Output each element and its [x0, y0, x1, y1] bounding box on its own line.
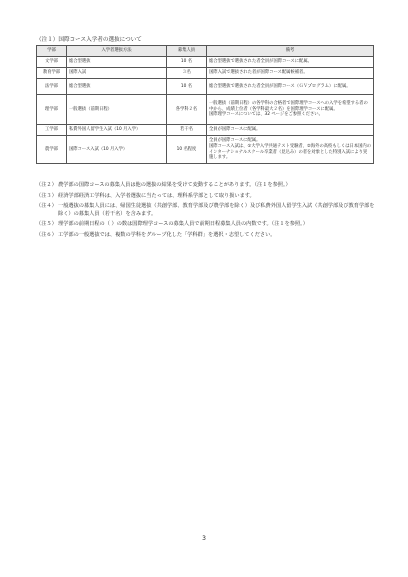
footnote-text: 工学部の一般選抜では、複数の学科をグループ化した「学科群」を選択・志望してください。 [58, 231, 276, 238]
cell-remarks [207, 136, 374, 164]
footnote-text: 経済学部経済工学科は、入学者選抜に当たっては、理科系学部として取り扱います。 [58, 192, 255, 199]
header-capacity: 募集人員 [167, 46, 207, 57]
cell-capacity: 10 名 [167, 57, 207, 68]
cell-capacity: 若干名 [167, 125, 207, 136]
footnote [36, 232, 376, 239]
cell-remarks [207, 68, 374, 79]
table-row [37, 79, 374, 95]
footnote [36, 193, 376, 200]
cell-dept: 文学部 [37, 57, 67, 68]
cell-method: 私費外国人留学生入試（10 月入学） [67, 125, 167, 136]
table-row [37, 95, 374, 125]
footnote-label: （注５） [36, 221, 57, 228]
footnote-text: 理学部の前期日程の（ ）の数は国際理学コースの募集人員で前期日程募集人員の内数です。（注１を参照。） [58, 221, 308, 228]
footnote-label: （注３） [36, 192, 57, 199]
table-row [37, 57, 374, 68]
header-method: 入学者選抜方法 [67, 46, 167, 57]
cell-capacity: 10 名程度 [167, 136, 207, 164]
footnotes [36, 182, 376, 243]
table-row [37, 68, 374, 79]
cell-method: 一般選抜（前期日程） [67, 95, 167, 125]
cell-remarks [207, 57, 374, 68]
footnote-label: （注２） [36, 182, 57, 188]
footnote-label: （注６） [36, 231, 57, 238]
cell-dept: 教育学部 [37, 68, 67, 79]
cell-capacity: 各学科２名 [167, 95, 207, 125]
footnote [36, 203, 376, 218]
cell-dept: 農学部 [37, 136, 67, 164]
table-row [37, 136, 374, 164]
header-dept: 学部 [37, 46, 67, 57]
remark-line: 総合型選抜で選抜された者全員が国際コースに配属。 [209, 59, 312, 65]
note-title: （注１）国際コース入学者の選抜について [36, 37, 142, 43]
table-row [37, 125, 374, 136]
remark-line: 一般選抜（前期日程）の各学科の合格者で国際理学コースへの入学を希望する者の中から、成績上位者（各学科最大２名）を国際理学コースに配属。 [209, 100, 368, 112]
header-remarks: 備考 [207, 46, 374, 57]
cell-dept: 法学部 [37, 79, 67, 95]
footnote-label: （注４） [36, 203, 57, 210]
cell-capacity: ３名 [167, 68, 207, 79]
remark-line: 全員が国際コースに配属。 [209, 137, 261, 143]
cell-capacity: 10 名 [167, 79, 207, 95]
footnote [36, 182, 376, 189]
remark-line: 国際入試で選抜された者が国際コース配属候補者。 [209, 70, 308, 76]
admission-table [36, 45, 374, 164]
cell-dept: 理学部 [37, 95, 67, 125]
cell-method: 総合型選抜 [67, 57, 167, 68]
footnote-text: 農学部の国際コースの募集人員は他の選抜の結果を受けて変動することがあります。（注１を参照。） [58, 182, 291, 188]
cell-method: 国際コース入試（10 月入学） [67, 136, 167, 164]
cell-remarks [207, 95, 374, 125]
page-number: 3 [202, 535, 206, 542]
cell-remarks [207, 125, 374, 136]
footnote [36, 221, 376, 228]
table-header-row [37, 46, 374, 57]
cell-method: 総合型選抜 [67, 79, 167, 95]
cell-method: 国際入試 [67, 68, 167, 79]
cell-remarks [207, 79, 374, 95]
cell-dept: 工学部 [37, 125, 67, 136]
remark-line: 総合型選抜で選抜された者全員が国際コース（ＧＶプログラム）に配属。 [209, 83, 351, 89]
remark-line: 全員が国際コースに配属。 [209, 127, 261, 133]
remark-line: 国際コース入試は、①大学入学共通テスト受験者、②海外の高校もしくは日本国内のインターナショナルスクール卒業者（見込み）の者を対象とした特別入試により実施します。 [209, 143, 372, 161]
footnote-text: 一般選抜の募集人員には、帰国生徒選抜（共創学部、教育学部及び農学部を除く）及び私費外国人留学生入試（共創学部及び教育学部を除く）の募集人員（若干名）を含みます。 [58, 203, 375, 217]
remark-line: 国際理学コースについては、32 ページをご参照ください。 [209, 112, 323, 118]
